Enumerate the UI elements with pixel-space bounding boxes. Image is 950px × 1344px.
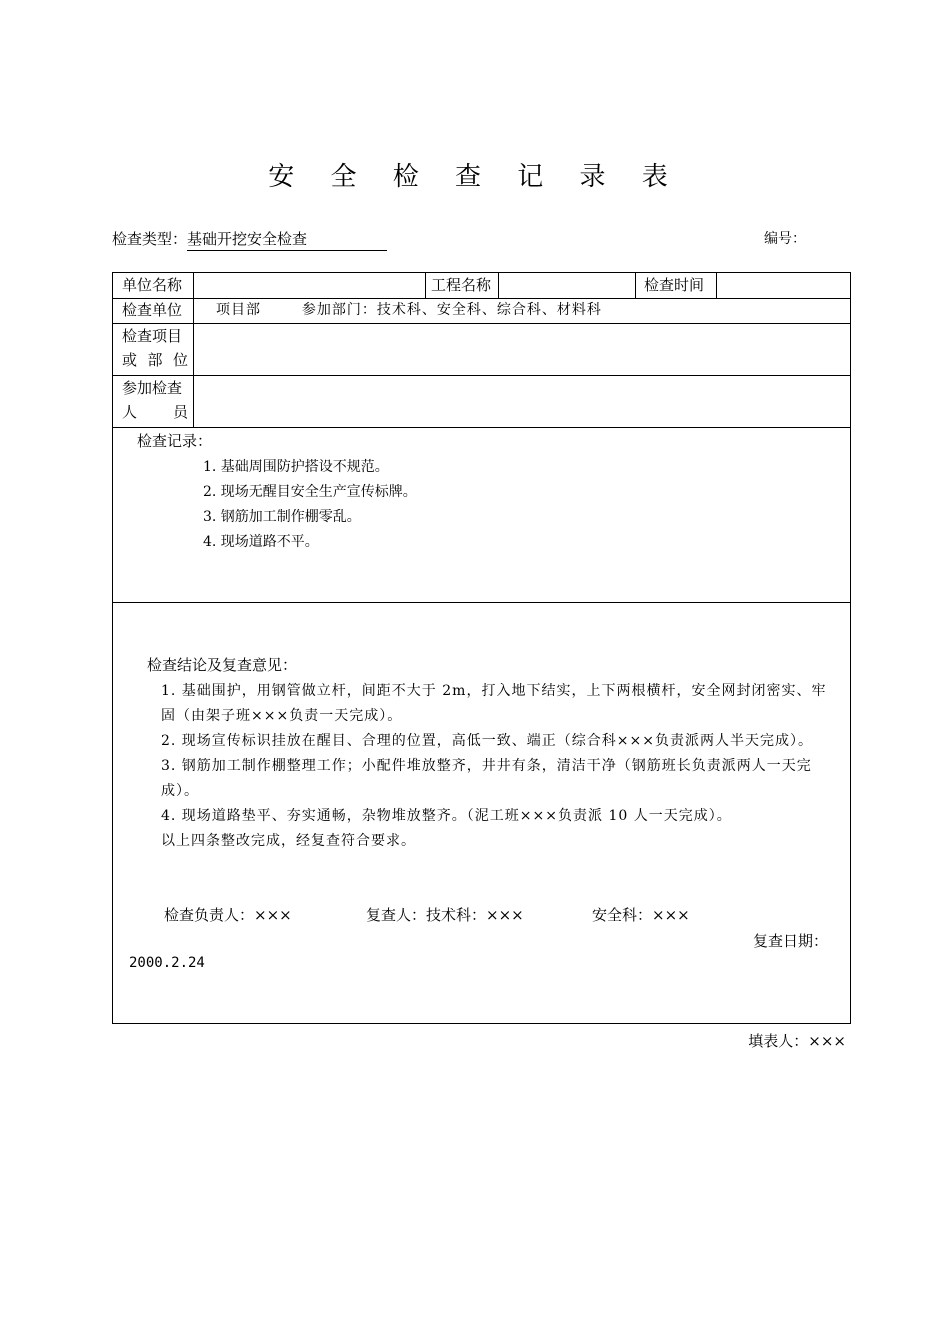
form-filler: 填表人：××× — [748, 1032, 846, 1050]
record-item: 1. 基础周围防护搭设不规范。 — [203, 459, 389, 475]
inspection-type-label: 检查类型： — [112, 230, 188, 248]
conclusion-item: 3. 钢筋加工制作棚整理工作；小配件堆放整齐，井井有条，清洁干净（钢筋班长负责派两人一天完成）。 — [161, 758, 812, 799]
inspection-type-value: 基础开挖安全检查 — [187, 228, 387, 251]
check-unit-value: 项目部 — [216, 302, 261, 318]
project-name-label: 工程名称 — [426, 273, 499, 298]
inspection-type — [112, 228, 387, 251]
project-name-value — [499, 273, 636, 298]
unit-name-value — [194, 273, 426, 298]
inspector-in-charge: 检查负责人：××× — [164, 906, 292, 924]
document-title: 安 全 检 查 记 录 表 — [268, 162, 682, 192]
serial-number-label: 编号： — [764, 231, 806, 247]
conclusion-item: 2. 现场宣传标识挂放在醒目、合理的位置，高低一致、端正（综合科×××负责派两人半天完成）。 — [161, 733, 813, 749]
inspectors-label — [113, 375, 194, 427]
conclusion-item: 1. 基础围护，用钢管做立杆，间距不大于 2m，打入地下结实，上下两根横杆，安全网封闭密实、牢固（由架子班×××负责一天完成）。 — [161, 683, 827, 724]
inspection-form — [112, 272, 851, 1024]
inspection-item-value — [194, 323, 850, 375]
record-item: 2. 现场无醒目安全生产宣传标牌。 — [203, 484, 417, 500]
conclusion-body — [161, 679, 839, 854]
inspectors-label-line2: 人 员 — [122, 403, 188, 421]
record-item: 4. 现场道路不平。 — [203, 534, 319, 550]
inspection-item-label-line2: 或 部 位 — [122, 351, 188, 369]
conclusion-summary: 以上四条整改完成，经复查符合要求。 — [161, 833, 416, 849]
inspection-records-section — [113, 427, 850, 603]
form-row-unit — [113, 273, 850, 299]
conclusion-section — [113, 602, 850, 1023]
inspectors-label-line1: 参加检查 — [122, 379, 183, 397]
unit-name-label: 单位名称 — [113, 273, 194, 298]
check-unit-value-cell — [194, 298, 850, 323]
participating-departments: 参加部门：技术科、安全科、综合科、材料科 — [301, 302, 602, 318]
safety-dept-signer: 安全科：××× — [592, 906, 690, 924]
reviewer: 复查人：技术科：××× — [366, 906, 524, 924]
check-time-value — [717, 273, 850, 298]
inspection-item-label-line1: 检查项目 — [122, 327, 183, 345]
check-unit-label: 检查单位 — [113, 298, 194, 323]
form-row-inspection-item — [113, 323, 850, 376]
check-time-label: 检查时间 — [636, 273, 717, 298]
review-date-label: 复查日期： — [752, 932, 828, 950]
inspectors-value — [194, 375, 850, 427]
record-item: 3. 钢筋加工制作棚零乱。 — [203, 509, 361, 525]
form-row-check-unit — [113, 298, 850, 324]
conclusion-heading: 检查结论及复查意见： — [147, 656, 298, 674]
form-row-inspectors — [113, 375, 850, 428]
conclusion-item: 4. 现场道路垫平、夯实通畅，杂物堆放整齐。（泥工班×××负责派 10 人一天完成）。 — [161, 808, 732, 824]
inspection-item-label — [113, 323, 194, 375]
review-date-value: 2000.2.24 — [129, 955, 205, 971]
records-list — [203, 455, 417, 555]
records-heading: 检查记录： — [137, 432, 213, 450]
